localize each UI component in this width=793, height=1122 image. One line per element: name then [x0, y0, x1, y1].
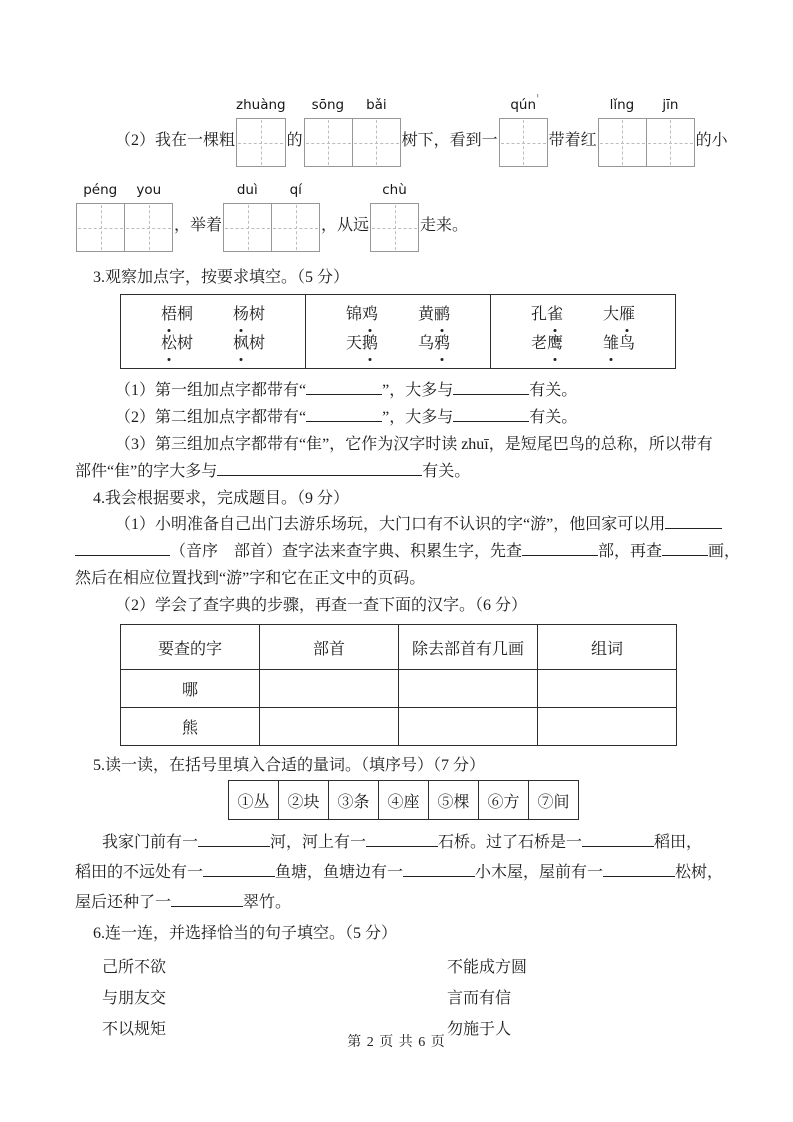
question-line [75, 888, 723, 918]
tian-grid-cell[interactable] [352, 119, 400, 166]
stray-mark: ' [536, 92, 540, 106]
pinyin-labels [598, 96, 695, 115]
text-run: 的 [286, 132, 303, 149]
writing-box-unit [304, 96, 401, 167]
text-run: 画， [708, 543, 741, 560]
fill-blank[interactable] [75, 542, 170, 556]
text-run: ，从远 [321, 217, 370, 234]
emphasized-char: 梧 [161, 300, 177, 329]
q5-options-box [228, 780, 579, 820]
text-run: ，举着 [174, 217, 223, 234]
fill-blank[interactable] [665, 515, 722, 529]
text-run: 的小 [695, 132, 728, 149]
char: 乌 [417, 335, 434, 352]
match-row [75, 981, 723, 1012]
fill-blank[interactable] [603, 863, 675, 877]
measure-word-option: ④座 [379, 781, 429, 820]
tian-grid [236, 118, 286, 167]
emphasized-char: 杨 [233, 300, 249, 329]
char: 鸟 [618, 335, 635, 352]
dotted-word [233, 300, 265, 329]
writing-box-unit [236, 96, 286, 167]
tian-grid [370, 203, 419, 252]
fill-blank[interactable] [306, 381, 382, 395]
fill-blank[interactable] [662, 542, 708, 556]
tian-grid [499, 118, 548, 167]
pinyin-label: jīn [662, 97, 679, 113]
char: 老 [530, 335, 547, 352]
text-run: 有关。 [529, 409, 578, 426]
text-run: 带着红 [548, 132, 597, 149]
q3-word-table-row [121, 295, 676, 369]
answer-cell[interactable] [399, 670, 538, 708]
dotted-word [418, 300, 450, 329]
answer-cell[interactable] [538, 670, 677, 708]
text-run: （1）小明准备自己出门去游乐场玩，大门口有不认识的字“游”，他回家可以用 [115, 516, 666, 533]
fill-blank[interactable] [171, 893, 243, 907]
match-left-item[interactable]: 不以规矩 [102, 1021, 167, 1038]
char: 黄 [417, 306, 434, 323]
measure-word-option: ①丛 [229, 781, 279, 820]
q3-title: 3.观察加点字，按要求填空。（5 分） [93, 269, 350, 286]
q3-sub-questions [75, 377, 723, 485]
q4-sub1-paragraph [75, 511, 741, 592]
text-run: （3）第三组加点字都带有“隹”，它作为汉字时读 zhuī，是短尾巴鸟的总称，所以带有 [115, 436, 713, 453]
char: 孔 [530, 306, 547, 323]
question-line [115, 431, 723, 458]
pinyin-labels [499, 96, 548, 115]
radical-group-cell [121, 295, 306, 369]
character-cell: 熊 [121, 708, 260, 746]
emphasized-char: 鹰 [547, 329, 563, 358]
dotted-word [346, 329, 378, 358]
fill-blank[interactable] [403, 863, 475, 877]
text-run: ”，大多与 [382, 409, 454, 426]
page-footer: 第 2 页 共 6 页 [347, 1035, 446, 1050]
emphasized-char: 鸡 [362, 300, 378, 329]
q4-title: 4.我会根据要求，完成题目。（9 分） [93, 490, 350, 507]
text-run: （2）我在一棵粗 [115, 132, 236, 149]
dictionary-table-row [121, 670, 677, 708]
tian-grid-cell[interactable] [500, 119, 547, 166]
tian-grid-cell[interactable] [224, 204, 271, 251]
dictionary-table-header: 组词 [538, 625, 677, 670]
question-line [115, 377, 723, 404]
pinyin-labels [370, 181, 419, 200]
word-row [306, 329, 490, 358]
text-run: （2）第二组加点字都带有“ [115, 409, 307, 426]
dictionary-table-header: 部首 [260, 625, 399, 670]
text-run: 部件“隹”的字大多与 [75, 463, 218, 480]
match-right-item[interactable]: 勿施于人 [447, 1021, 512, 1038]
tian-grid-cell[interactable] [599, 119, 646, 166]
pinyin-label: you [136, 182, 162, 198]
q6-matching-area [75, 950, 723, 1043]
text-run: （1）第一组加点字都带有“ [115, 382, 307, 399]
dotted-word [346, 300, 378, 329]
q4-sub2-title: （2）学会了查字典的步骤，再查一查下面的汉字。（6 分） [115, 597, 528, 614]
emphasized-char: 枫 [233, 329, 249, 358]
text-run: 部，再查 [598, 543, 663, 560]
q5-paragraph [75, 828, 723, 918]
dotted-word [603, 329, 635, 358]
text-run: 石桥。过了石桥是一 [438, 834, 583, 851]
dictionary-table-header: 要查的字 [121, 625, 260, 670]
text-run: 然后在相应位置找到“游”字和它在正文中的页码。 [75, 570, 426, 587]
question-line [75, 538, 741, 565]
question-line [115, 404, 723, 431]
pinyin-labels [76, 181, 173, 200]
measure-word-option: ③条 [329, 781, 379, 820]
text-run: 小木屋，屋前有一 [475, 864, 604, 881]
text-run: 翠竹。 [243, 894, 292, 911]
tian-grid-cell[interactable] [371, 204, 418, 251]
dotted-word [233, 329, 265, 358]
dotted-word [531, 329, 563, 358]
fill-blank[interactable] [522, 542, 598, 556]
text-run: ”，大多与 [382, 382, 454, 399]
dotted-word [161, 329, 193, 358]
tian-grid [304, 118, 401, 167]
q5-title: 5.读一读，在括号里填入合适的量词。（填序号）（7 分） [93, 757, 486, 774]
tian-grid-cell[interactable] [271, 204, 319, 251]
char: 桐 [176, 306, 193, 323]
emphasized-char: 雁 [619, 300, 635, 329]
question-line [115, 511, 723, 538]
text-run: 稻田， [654, 834, 703, 851]
pinyin-label: lǐng [609, 97, 635, 113]
text-run: 我家门前有一 [102, 834, 199, 851]
word-row [121, 329, 305, 358]
pinyin-label: qún [510, 97, 536, 113]
text-run: （音序 部首）查字法来查字典、积累生字，先查 [170, 543, 523, 560]
pinyin-label: duì [236, 182, 258, 198]
emphasized-char: 雏 [603, 329, 619, 358]
match-left-item[interactable]: 己所不欲 [102, 959, 167, 976]
radical-group-cell [491, 295, 676, 369]
word-row [491, 300, 675, 329]
dotted-word [418, 329, 450, 358]
match-left-item[interactable]: 与朋友交 [102, 990, 167, 1007]
question-line [75, 858, 723, 888]
pinyin-label: péng [83, 182, 118, 198]
pinyin-label: qí [289, 182, 302, 198]
fill-blank[interactable] [366, 833, 438, 847]
char: 树 [248, 335, 265, 352]
emphasized-char: 松 [161, 329, 177, 358]
q3-word-table [120, 294, 676, 369]
char: 大 [602, 306, 619, 323]
char: 天 [345, 335, 362, 352]
dictionary-table-header-row [121, 625, 677, 670]
dotted-word [531, 300, 563, 329]
text-run: 河，河上有一 [270, 834, 367, 851]
question-line [75, 565, 723, 592]
question-line [102, 828, 723, 858]
char: 树 [176, 335, 193, 352]
tian-grid-cell[interactable] [305, 119, 352, 166]
text-run: 稻田的不远处有一 [75, 864, 204, 881]
emphasized-char: 鹅 [362, 329, 378, 358]
fill-blank[interactable] [198, 833, 270, 847]
measure-word-option: ②块 [279, 781, 329, 820]
text-run: 有关。 [529, 382, 578, 399]
fill-blank[interactable] [453, 408, 529, 422]
pinyin-label: chù [382, 182, 407, 198]
text-run: 松树， [675, 864, 724, 881]
dictionary-table-header: 除去部首有几画 [399, 625, 538, 670]
writing-box-unit [76, 181, 173, 252]
question-line [75, 458, 723, 485]
pinyin-label: sōng [311, 97, 345, 113]
pinyin-labels [223, 181, 320, 200]
radical-group-cell [306, 295, 491, 369]
answer-cell[interactable] [538, 708, 677, 746]
emphasized-char: 雀 [547, 300, 563, 329]
emphasized-char: 鸦 [434, 329, 450, 358]
dotted-word [603, 300, 635, 329]
text-run: 树下，看到一 [401, 132, 498, 149]
writing-box-unit [223, 181, 320, 252]
pinyin-label: bǎi [366, 97, 387, 113]
character-cell: 哪 [121, 670, 260, 708]
word-row [306, 300, 490, 329]
pinyin-fill-line-2 [75, 181, 723, 252]
answer-cell[interactable] [399, 708, 538, 746]
q6-title: 6.连一连，并选择恰当的句子填空。（5 分） [93, 925, 398, 942]
pinyin-label: zhuàng [236, 97, 286, 113]
match-row [75, 950, 723, 981]
word-row [121, 300, 305, 329]
fill-blank[interactable] [453, 381, 529, 395]
emphasized-char: 鹂 [434, 300, 450, 329]
fill-blank[interactable] [582, 833, 654, 847]
text-run: 鱼塘，鱼塘边有一 [275, 864, 404, 881]
writing-box-unit [370, 181, 419, 252]
answer-cell[interactable] [260, 708, 399, 746]
fill-blank[interactable] [217, 462, 422, 476]
tian-grid [223, 203, 320, 252]
fill-blank[interactable] [203, 863, 275, 877]
char: 树 [248, 306, 265, 323]
char: 锦 [345, 306, 362, 323]
dotted-word [161, 300, 193, 329]
text-run: 有关。 [422, 463, 471, 480]
q5-options-row [229, 781, 579, 820]
match-right-item[interactable]: 言而有信 [447, 990, 512, 1007]
fill-blank[interactable] [306, 408, 382, 422]
pinyin-fill-line-1 [115, 96, 728, 167]
match-right-item[interactable]: 不能成方圆 [447, 959, 528, 976]
measure-word-option: ⑦间 [529, 781, 579, 820]
pinyin-labels [236, 96, 286, 115]
tian-grid-cell[interactable] [124, 204, 172, 251]
dictionary-table-row [121, 708, 677, 746]
word-row [491, 329, 675, 358]
text-run: 走来。 [420, 217, 469, 234]
tian-grid-cell[interactable] [237, 119, 284, 166]
pinyin-labels [304, 96, 401, 115]
tian-grid-cell[interactable] [646, 119, 694, 166]
text-run: 屋后还种了一 [75, 894, 172, 911]
writing-box-unit [598, 96, 695, 167]
tian-grid [76, 203, 173, 252]
tian-grid-cell[interactable] [77, 204, 124, 251]
measure-word-option: ⑥方 [479, 781, 529, 820]
tian-grid [598, 118, 695, 167]
measure-word-option: ⑤棵 [429, 781, 479, 820]
q4-dictionary-table [120, 624, 677, 746]
answer-cell[interactable] [260, 670, 399, 708]
writing-box-unit [499, 96, 548, 167]
